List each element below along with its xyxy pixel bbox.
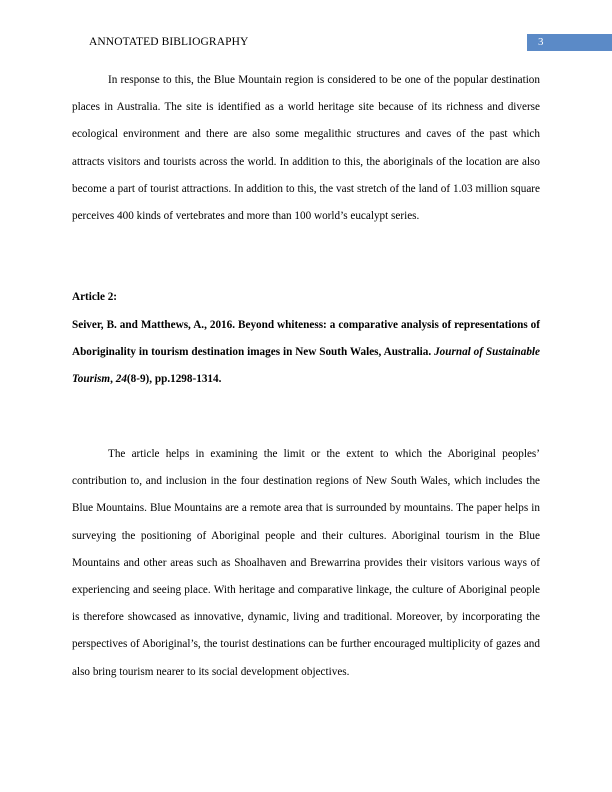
citation-volume: 24 [115, 373, 127, 386]
citation-main: Seiver, B. and Matthews, A., 2016. Beyond whiteness: a comparative analysis of representations of Aboriginality in tourism destination images in New South Wales, Australia. [72, 319, 540, 359]
page-number-badge [527, 34, 612, 51]
citation-tail: (8-9), pp.1298-1314. [126, 373, 222, 386]
article-citation [72, 312, 540, 394]
citation-journal: Journal of Sustainable Tourism [72, 346, 540, 386]
paragraph-annotation: The article helps in examining the limit or the extent to which the Aboriginal peoples’ contribution to, and inclusion in the four destination regions of New South Wales, which includes the Blue Mountains. Blue Mountains are a remote area that is surrounded by mountains. The paper helps in surveying the positioning of Aboriginal people and their cultures. Aboriginal tourism in the Blue Mountains and other areas such as Shoalhaven and Brewarrina provides their visitors various ways of experiencing and seeing place. With heritage and comparative linkage, the culture of Aboriginal people is therefore showcased as innovative, dynamic, living and traditional. Moreover, by incorporating the perspectives of Aboriginal’s, the tourist destinations can be further encouraged multiplicity of gazes and also bring tourism nearer to its social development objectives. [72, 448, 540, 678]
paragraph-blue-mountain: In response to this, the Blue Mountain region is considered to be one of the popular destination places in Australia. The site is identified as a world heritage site because of its richness and diverse ecological environment and there are also some megalithic structures and caves of the past which attracts visitors and tourists across the world. In addition to this, the aboriginals of the location are also become a part of tourist attractions. In addition to this, the vast stretch of the land of 1.03 million square perceives 400 kinds of vertebrates and more than 100 world’s eucalypt series. [72, 74, 540, 223]
article-heading: Article 2: [72, 291, 118, 303]
page-number: 3 [538, 36, 544, 48]
running-header-title: ANNOTATED BIBLIOGRAPHY [89, 36, 249, 48]
citation-separator: , [110, 373, 116, 386]
